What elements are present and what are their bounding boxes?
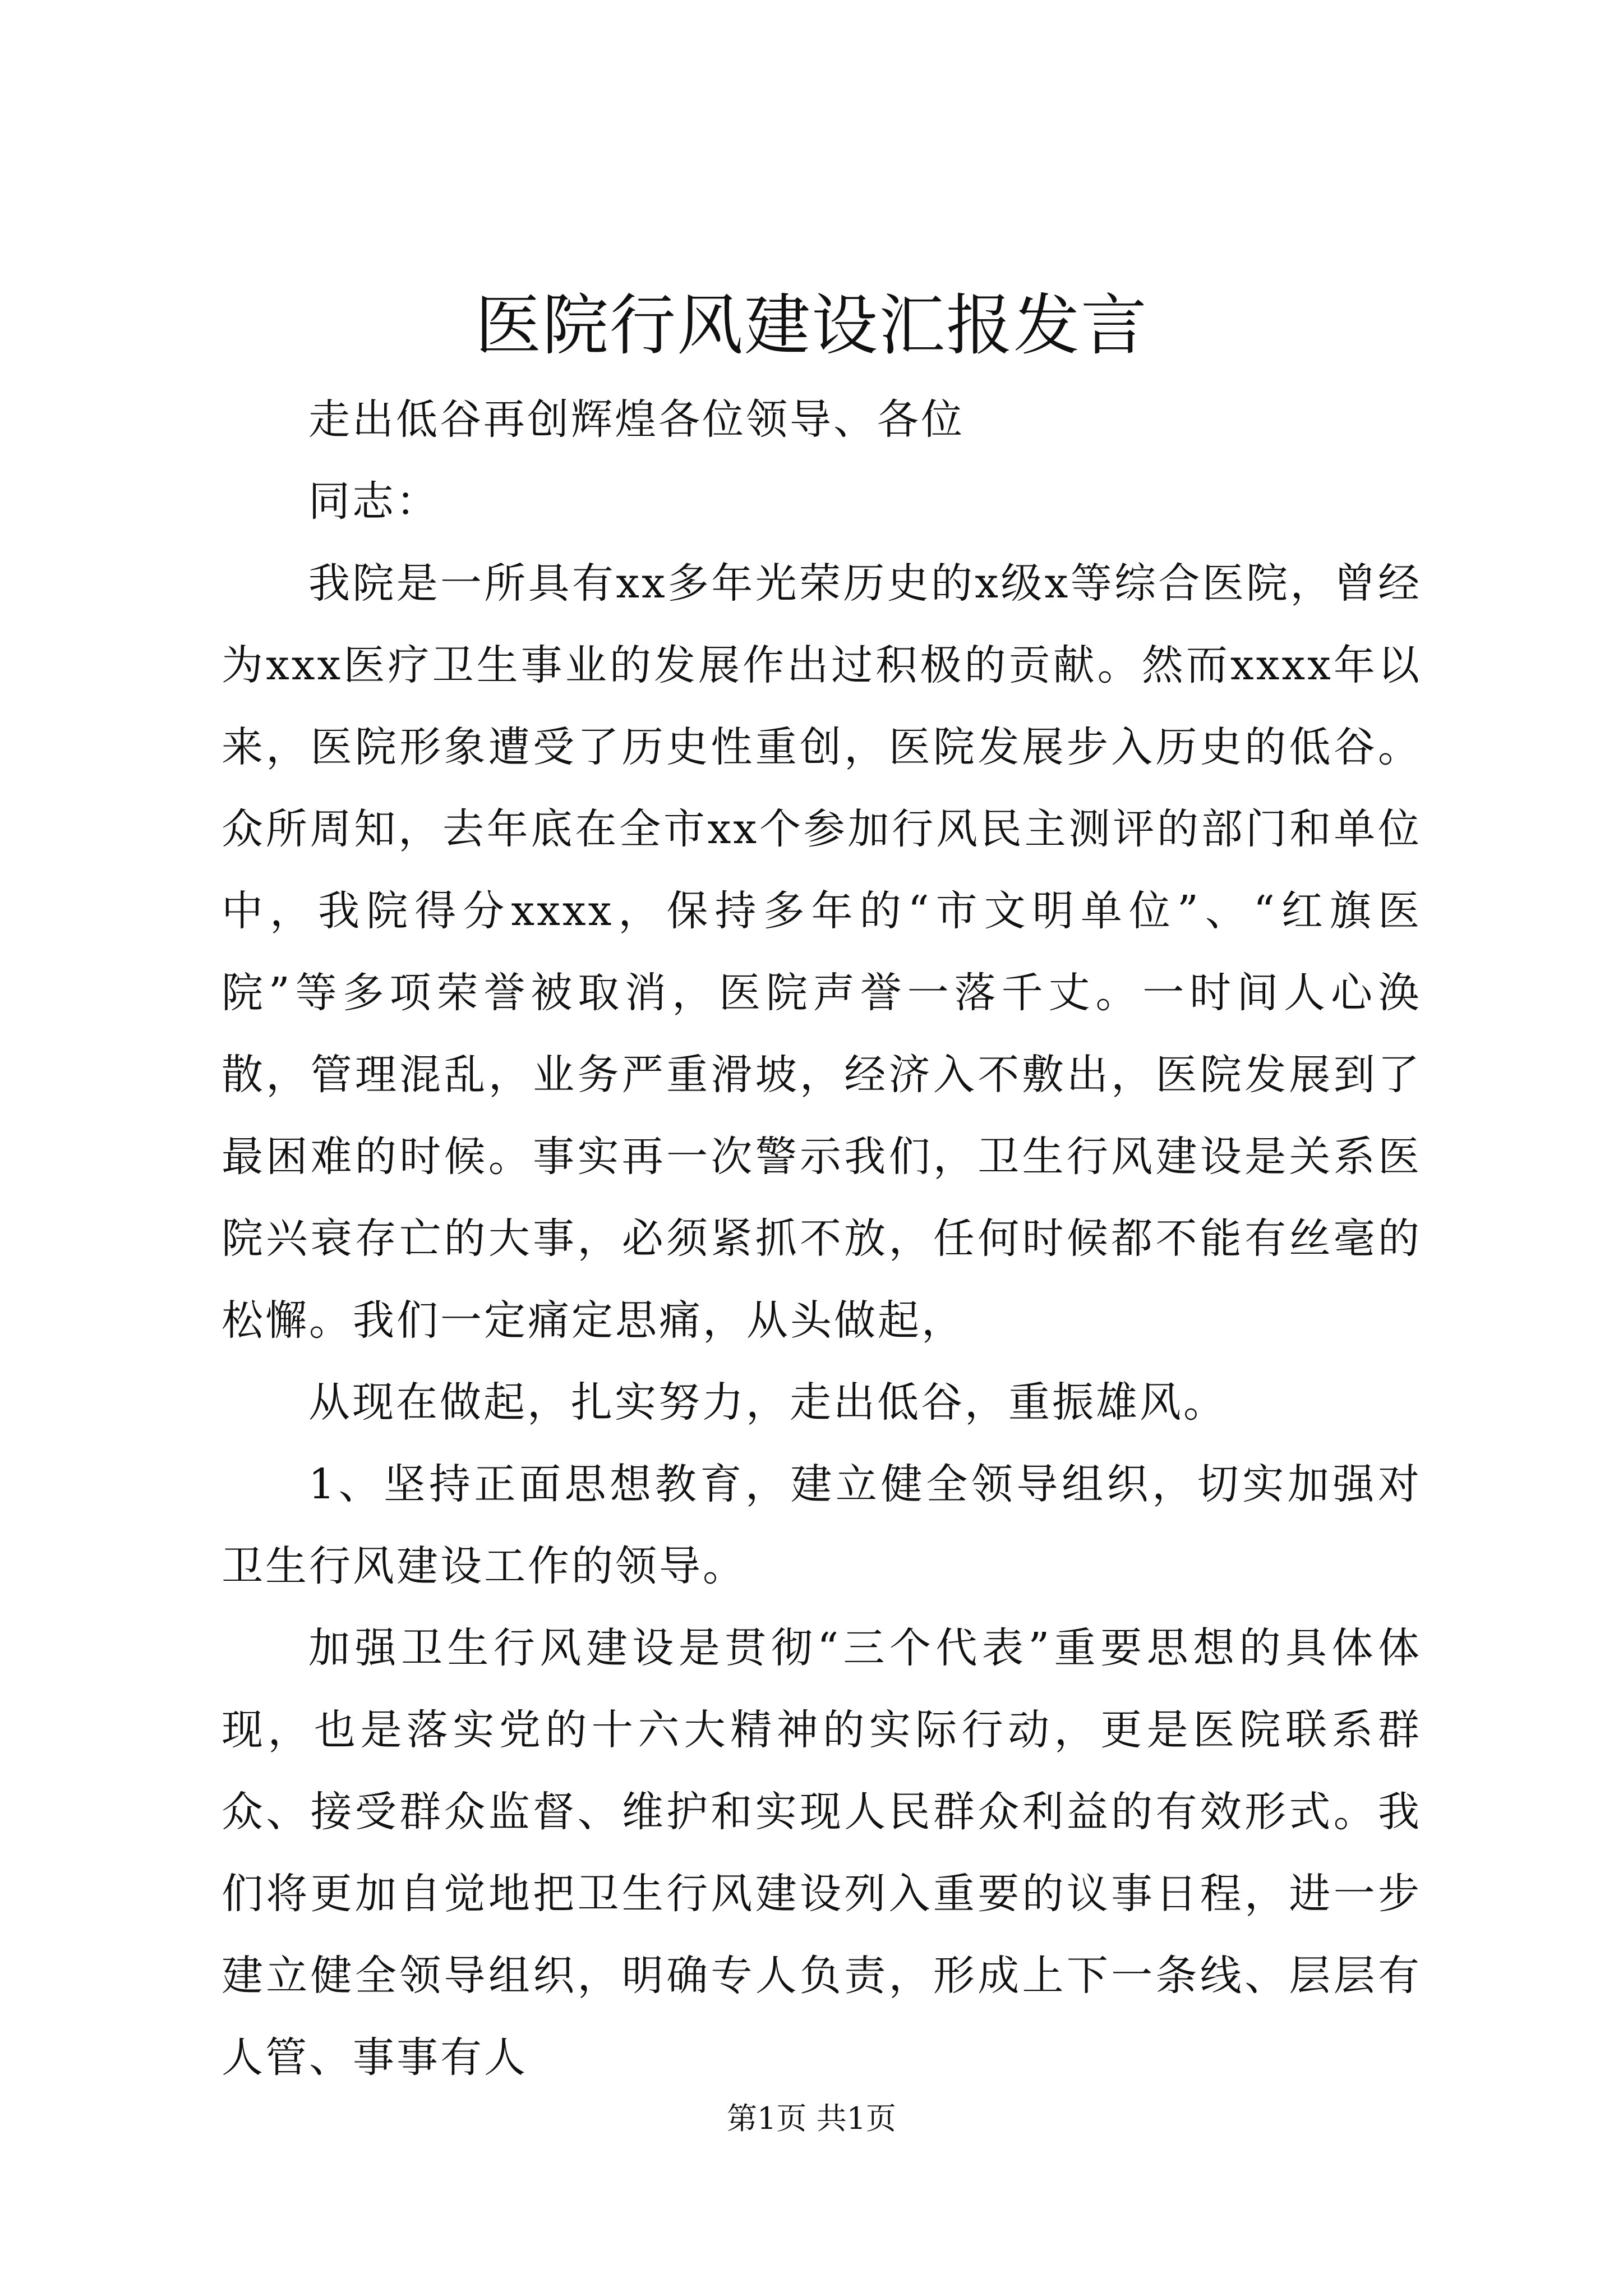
document-title: 医院行风建设汇报发言 xyxy=(474,287,1148,364)
document-body xyxy=(222,379,1422,2099)
paragraph-start-now: 从现在做起，扎实努力，走出低谷，重振雄风。 xyxy=(308,1378,1227,1427)
paragraph-hospital-history: 我院是一所具有xx多年光荣历史的x级x等综合医院，曾经为xxx医疗卫生事业的发展作出过积极的贡献。然而xxxx年以来，医院形象遭受了历史性重创，医院发展步入历史的低谷。众所周知，去年底在全市xx个参加行风民主测评的部门和单位中，我院得分xxxx，保持多年的“市文明单位”、“红旗医院”等多项荣誉被取消，医院声誉一落千丈。一时间人心涣散，管理混乱，业务严重滑坡，经济入不敷出，医院发展到了最困难的时候。事实再一次警示我们，卫生行风建设是关系医院兴衰存亡的大事，必须紧抓不放，任何时候都不能有丝毫的松懈。我们一定痛定思痛，从头做起， xyxy=(222,559,1422,1345)
paragraph-opening: 走出低谷再创辉煌各位领导、各位 xyxy=(308,395,965,444)
page-footer: 第1页 共1页 xyxy=(727,2101,896,2136)
paragraph-salutation: 同志： xyxy=(308,477,440,526)
paragraph-strengthen-conduct: 加强卫生行风建设是贯彻“三个代表”重要思想的具体体现，也是落实党的十六大精神的实际行动，更是医院联系群众、接受群众监督、维护和实现人民群众利益的有效形式。我们将更加自觉地把卫生行风建设列入重要的议事日程，进一步建立健全领导组织，明确专人负责，形成上下一条线、层层有人管、事事有人 xyxy=(222,1624,1422,2082)
paragraph-section-1-heading: 1、坚持正面思想教育，建立健全领导组织，切实加强对卫生行风建设工作的领导。 xyxy=(222,1460,1422,1590)
